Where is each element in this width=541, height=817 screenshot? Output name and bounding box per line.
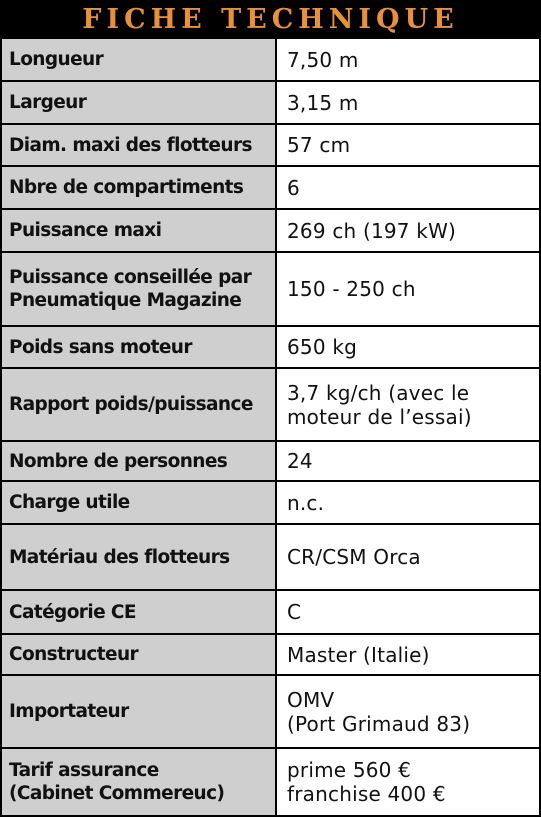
value-text: 650 kg [287, 335, 358, 359]
row-value [277, 591, 539, 633]
spec-table [2, 39, 539, 815]
label-text: Matériau des flotteurs [9, 546, 230, 568]
value-text: 7,50 m [287, 47, 359, 72]
label-text: Poids sans moteur [9, 336, 192, 358]
row-label [2, 482, 275, 523]
row-label [2, 525, 275, 589]
label-text: Rapport poids/puissance [9, 394, 253, 415]
table-row-poids [2, 327, 539, 367]
row-value [277, 749, 539, 815]
label-text: Catégorie CE [9, 601, 136, 623]
table-row-puissance-conseillee [2, 253, 539, 325]
table-row-categorie [2, 591, 539, 633]
value-text: n.c. [287, 490, 325, 515]
value-line: prime 560 € [287, 758, 412, 782]
value-line: (Port Grimaud 83) [287, 711, 471, 736]
table-row-constructeur [2, 635, 539, 674]
label-stack [9, 759, 224, 805]
label-stack [9, 266, 251, 312]
row-label [2, 635, 275, 674]
value-text: 57 cm [287, 133, 351, 157]
value-line: OMV [287, 687, 335, 712]
value-text: CR/CSM Orca [287, 545, 421, 569]
label-text: Puissance maxi [9, 220, 162, 241]
row-label [2, 167, 275, 208]
row-value [277, 525, 539, 589]
row-label [2, 749, 275, 815]
row-value [277, 442, 539, 480]
table-row-personnes [2, 442, 539, 480]
row-label [2, 210, 275, 251]
table-row-importateur [2, 676, 539, 747]
row-value [277, 253, 539, 325]
label-text: Diam. maxi des flotteurs [9, 134, 252, 156]
row-label [2, 591, 275, 633]
row-label [2, 125, 275, 165]
label-text: Largeur [9, 92, 87, 113]
row-value [277, 676, 539, 747]
row-value [277, 210, 539, 251]
value-text: Master (Italie) [287, 642, 430, 667]
row-value [277, 82, 539, 123]
table-row-rapport [2, 369, 539, 440]
row-label [2, 39, 275, 80]
row-value [277, 39, 539, 80]
row-value [277, 482, 539, 523]
row-value [277, 635, 539, 674]
row-value [277, 167, 539, 208]
value-text: C [287, 600, 302, 624]
value-text: 150 - 250 ch [287, 277, 416, 301]
table-row-tarif [2, 749, 539, 815]
row-label [2, 369, 275, 440]
label-line: Pneumatique Magazine [9, 290, 242, 311]
label-line: (Cabinet Commereuc) [9, 783, 225, 804]
table-row-charge [2, 482, 539, 523]
row-label [2, 82, 275, 123]
row-label [2, 442, 275, 480]
row-label [2, 676, 275, 747]
table-row-puissance-maxi [2, 210, 539, 251]
label-text: Nombre de personnes [9, 450, 228, 472]
table-row-materiau [2, 525, 539, 589]
row-label [2, 253, 275, 325]
label-text: Nbre de compartiments [9, 177, 244, 198]
label-line: Puissance conseillée par [9, 267, 252, 288]
label-text: Importateur [9, 701, 129, 722]
value-text: 269 ch (197 kW) [287, 218, 457, 243]
row-value [277, 327, 539, 367]
header-title: FICHE TECHNIQUE [82, 3, 459, 35]
value-text: 6 [287, 175, 300, 200]
value-line: franchise 400 € [287, 782, 446, 806]
table-row-largeur [2, 82, 539, 123]
value-stack [287, 758, 446, 806]
value-text: 24 [287, 449, 313, 473]
label-text: Longueur [9, 49, 104, 70]
label-line: Tarif assurance [9, 760, 159, 781]
label-text: Constructeur [9, 644, 139, 665]
value-stack [287, 688, 470, 736]
table-row-diametre [2, 125, 539, 165]
value-stack [287, 381, 472, 429]
value-line: 3,7 kg/ch (avec le [287, 380, 470, 405]
table-row-longueur [2, 39, 539, 80]
row-value [277, 369, 539, 440]
label-text: Charge utile [9, 492, 130, 513]
value-text: 3,15 m [287, 90, 359, 115]
row-value [277, 125, 539, 165]
header-bar [0, 0, 541, 38]
row-label [2, 327, 275, 367]
table-row-compartiments [2, 167, 539, 208]
value-line: moteur de l’essai) [287, 404, 472, 429]
